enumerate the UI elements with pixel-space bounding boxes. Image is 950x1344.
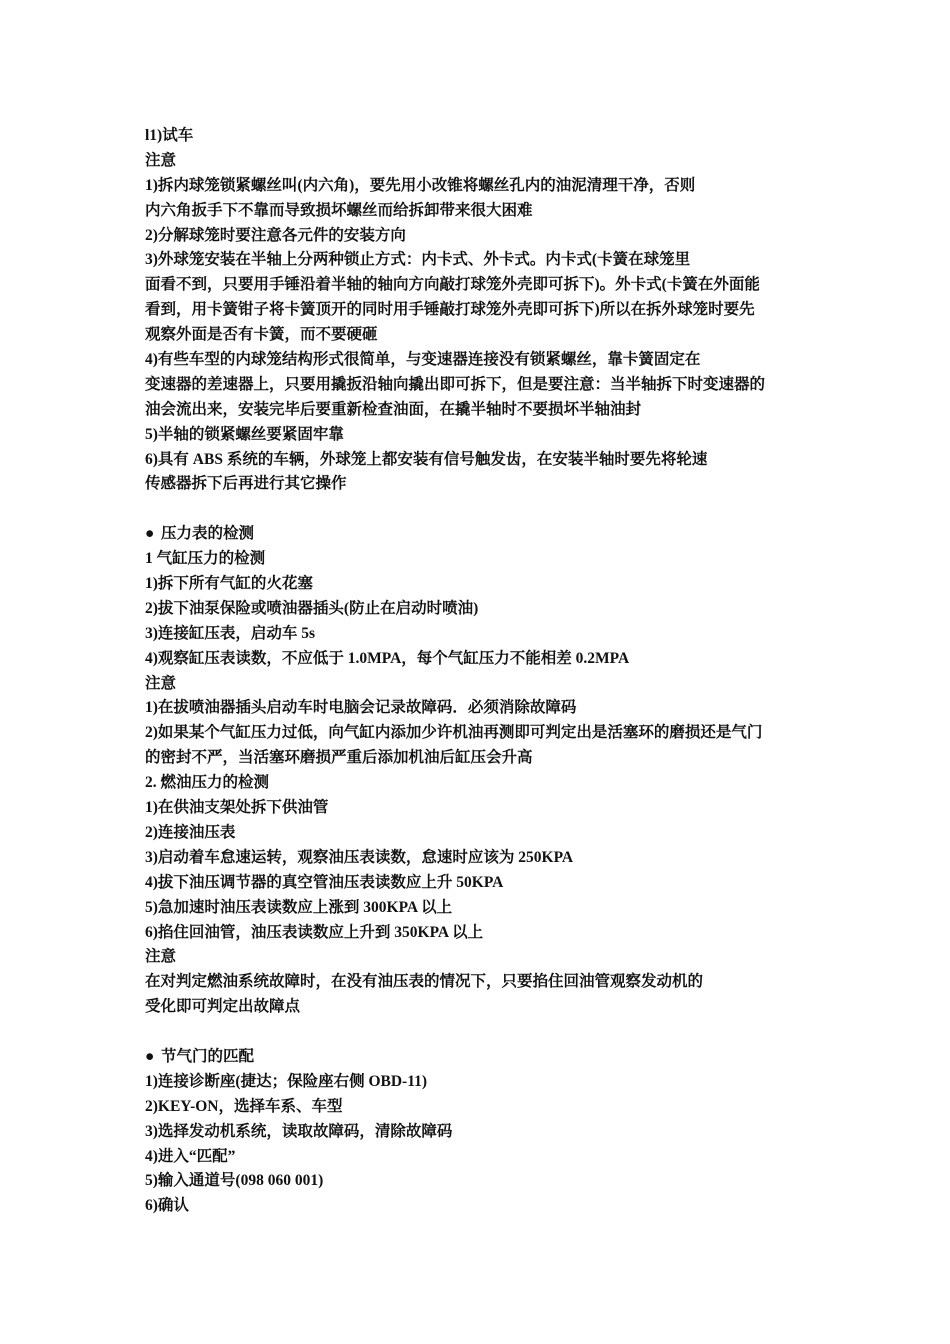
bullet-icon: ● [145, 1047, 155, 1065]
text-line: 2)连接油压表 [145, 823, 236, 841]
document-body [145, 124, 815, 1219]
text-line: 1)连接诊断座(捷达；保险座右侧 OBD-11) [145, 1072, 428, 1090]
section-throttle-matching [145, 1045, 815, 1219]
section-title: l1)试车 [145, 127, 194, 144]
heading-text: 压力表的检测 [161, 525, 255, 543]
text-line: 1)拆下所有气缸的火花塞 [145, 575, 313, 593]
text-line: 4)有些车型的内球笼结构形式很简单，与变速器连接没有锁紧螺丝，靠卡簧固定在 [145, 351, 701, 369]
text-line: 变速器的差速器上，只要用撬扳沿轴向撬出即可拆下，但是要注意：当半轴拆下时变速器的 [145, 375, 766, 393]
text-line: 受化即可判定出故障点 [145, 998, 301, 1016]
section-test-drive [145, 124, 815, 497]
text-line: 看到，用卡簧钳子将卡簧顶开的同时用手锤敲打球笼外壳即可拆下)所以在拆外球笼时要先 [145, 301, 755, 319]
text-line: 1)在拔喷油器插头启动车时电脑会记录故障码．必须消除故障码 [145, 699, 577, 717]
text-line: 2)如果某个气缸压力过低，向气缸内添加少许机油再测即可判定出是活塞环的磨损还是气门 [145, 724, 763, 742]
section-heading [145, 1045, 815, 1070]
text-line: 4)拔下油压调节器的真空管油压表读数应上升 50KPA [145, 873, 504, 891]
text-line: 5)半轴的锁紧螺丝要紧固牢靠 [145, 425, 344, 443]
section-heading [145, 522, 815, 547]
note-label: 注意 [145, 674, 177, 692]
heading-text: 节气门的匹配 [161, 1047, 255, 1065]
text-line: 3)启动着车怠速运转，观察油压表读数，怠速时应该为 250KPA [145, 848, 574, 866]
section-pressure-gauge [145, 522, 815, 1020]
note-label: 注意 [145, 948, 177, 966]
text-line: 4)进入“匹配” [145, 1147, 236, 1165]
text-line: 5)输入通道号(098 060 001) [145, 1172, 324, 1190]
text-line: 3)选择发动机系统，读取故障码，清除故障码 [145, 1122, 453, 1140]
text-line: 5)急加速时油压表读数应上涨到 300KPA 以上 [145, 898, 453, 916]
subheading: 2. 燃油压力的检测 [145, 774, 270, 792]
text-line: 油会流出来，安装完毕后要重新检查油面，在撬半轴时不要损坏半轴油封 [145, 400, 642, 418]
text-line: 传感器拆下后再进行其它操作 [145, 475, 347, 493]
text-line: 1)拆内球笼锁紧螺丝叫(内六角)，要先用小改锥将螺丝孔内的油泥清理干净，否则 [145, 176, 696, 194]
text-line: 2)分解球笼时要注意各元件的安装方向 [145, 226, 406, 244]
spacer [145, 497, 815, 522]
text-line: 在对判定燃油系统故障时，在没有油压表的情况下，只要掐住回油管观察发动机的 [145, 973, 704, 991]
text-line: 6)具有 ABS 系统的车辆，外球笼上都安装有信号触发齿，在安装半轴时要先将轮速 [145, 450, 708, 468]
text-line: 6)确认 [145, 1197, 189, 1215]
text-line: 的密封不严，当活塞环磨损严重后添加机油后缸压会升高 [145, 749, 533, 767]
text-line: 6)掐住回油管，油压表读数应上升到 350KPA 以上 [145, 923, 484, 941]
text-line: 3)连接缸压表，启动车 5s [145, 624, 316, 642]
text-line: 内六角扳手下不靠而导致损坏螺丝而给拆卸带来很大困难 [145, 201, 533, 219]
subheading: 1 气缸压力的检测 [145, 550, 266, 568]
text-line: 2)KEY-ON，选择车系、车型 [145, 1097, 343, 1115]
text-line: 4)观察缸压表读数，不应低于 1.0MPA，每个气缸压力不能相差 0.2MPA [145, 649, 630, 667]
text-line: 2)拔下油泵保险或喷油器插头(防止在启动时喷油) [145, 599, 479, 617]
text-line: 观察外面是否有卡簧，而不要硬砸 [145, 326, 378, 344]
text-line: 面看不到，只要用手锤沿着半轴的轴向方向敲打球笼外壳即可拆下)。外卡式(卡簧在外面能 [145, 276, 760, 294]
bullet-icon: ● [145, 525, 155, 543]
note-label: 注意 [145, 151, 177, 169]
text-line: 3)外球笼安装在半轴上分两种锁止方式：内卡式、外卡式。内卡式(卡簧在球笼里 [145, 251, 691, 269]
text-line: 1)在供油支架处拆下供油管 [145, 799, 329, 817]
spacer [145, 1020, 815, 1045]
